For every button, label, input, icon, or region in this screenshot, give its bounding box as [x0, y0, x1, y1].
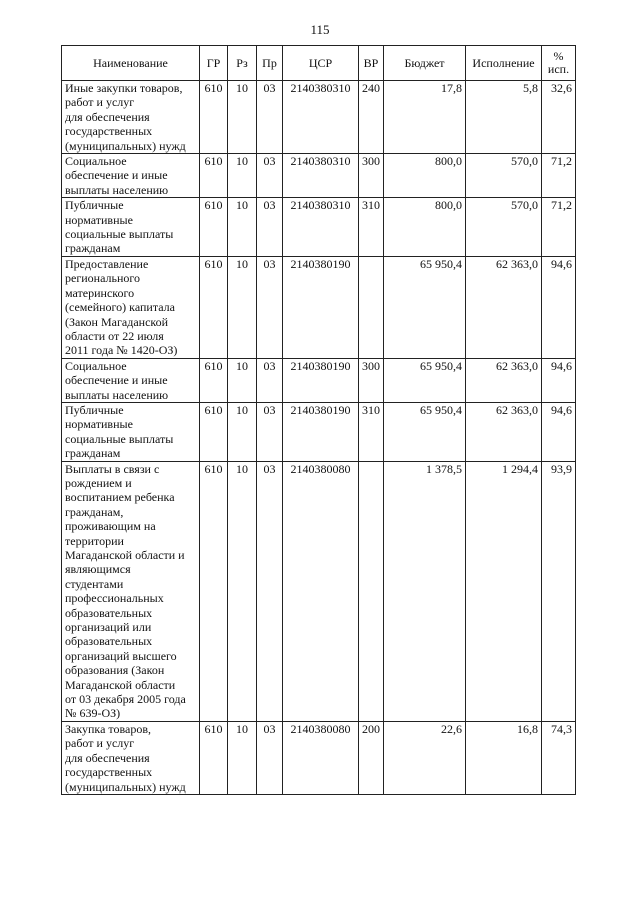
row-budget: 65 950,4 — [384, 402, 466, 461]
row-execution: 62 363,0 — [466, 358, 542, 402]
row-name — [62, 461, 200, 721]
row-name-line: организаций высшего — [65, 648, 177, 663]
row-percent: 94,6 — [542, 256, 576, 358]
header-gr: ГР — [200, 46, 228, 81]
row-name-line: от 03 декабря 2005 года — [65, 692, 186, 707]
row-pr: 03 — [257, 81, 283, 154]
row-rz: 10 — [228, 154, 257, 198]
row-name-line: Публичные — [65, 198, 124, 213]
row-name-line: гражданам, — [65, 504, 124, 519]
row-budget: 65 950,4 — [384, 358, 466, 402]
row-percent: 74,3 — [542, 721, 576, 794]
row-name-line: (муниципальных) нужд — [65, 138, 186, 153]
row-name-line: воспитанием ребенка — [65, 490, 175, 505]
row-vr: 200 — [359, 721, 384, 794]
row-name-line: Социальное — [65, 154, 127, 169]
row-name — [62, 402, 200, 461]
row-name-line: (Закон Магаданской — [65, 314, 169, 329]
row-budget: 800,0 — [384, 154, 466, 198]
header-percent-sign: % — [553, 49, 564, 63]
row-pr: 03 — [257, 402, 283, 461]
row-name — [62, 256, 200, 358]
row-name-line: социальные выплаты — [65, 227, 174, 242]
budget-table — [61, 45, 576, 795]
row-name-line: Выплаты в связи с — [65, 461, 160, 476]
header-vr: ВР — [359, 46, 384, 81]
row-gr: 610 — [200, 461, 228, 721]
row-csr: 2140380080 — [283, 461, 359, 721]
row-name-line: проживающим на — [65, 519, 156, 534]
row-rz: 10 — [228, 198, 257, 257]
row-name-line: организаций или — [65, 620, 152, 635]
row-gr: 610 — [200, 154, 228, 198]
header-pr: Пр — [257, 46, 283, 81]
row-name-line: социальные выплаты — [65, 431, 174, 446]
row-budget: 17,8 — [384, 81, 466, 154]
row-name-line: № 639-ОЗ) — [65, 706, 121, 721]
row-name-line: являющимся — [65, 562, 131, 577]
row-rz: 10 — [228, 81, 257, 154]
row-name-line: государственных — [65, 124, 153, 139]
row-csr: 2140380310 — [283, 198, 359, 257]
row-name-line: (семейного) капитала — [65, 300, 175, 315]
row-execution: 570,0 — [466, 198, 542, 257]
row-rz: 10 — [228, 461, 257, 721]
row-name-line: Магаданской области и — [65, 548, 185, 562]
row-rz: 10 — [228, 256, 257, 358]
row-vr: 310 — [359, 198, 384, 257]
table-row — [62, 81, 576, 154]
row-pr: 03 — [257, 358, 283, 402]
row-pr: 03 — [257, 721, 283, 794]
row-name — [62, 81, 200, 154]
row-name-line: Социальное — [65, 358, 127, 373]
row-budget: 65 950,4 — [384, 256, 466, 358]
row-name-line: гражданам — [65, 241, 121, 256]
row-name-line: (муниципальных) нужд — [65, 779, 186, 794]
row-name-line: Закупка товаров, — [65, 721, 151, 736]
row-name-line: студентами — [65, 576, 124, 591]
row-vr — [359, 256, 384, 358]
row-execution: 1 294,4 — [466, 461, 542, 721]
header-budget: Бюджет — [384, 46, 466, 81]
row-rz: 10 — [228, 402, 257, 461]
header-name: Наименование — [62, 46, 200, 81]
row-name-line: образования (Закон — [65, 663, 165, 678]
header-percent — [542, 46, 576, 81]
row-name-line: образовательных — [65, 634, 153, 649]
row-budget: 1 378,5 — [384, 461, 466, 721]
row-percent: 94,6 — [542, 402, 576, 461]
row-execution: 62 363,0 — [466, 256, 542, 358]
row-gr: 610 — [200, 402, 228, 461]
row-name-line: для обеспечения — [65, 750, 150, 765]
page-number: 115 — [310, 22, 330, 37]
row-name — [62, 721, 200, 794]
row-percent: 71,2 — [542, 198, 576, 257]
row-name-line: обеспечение и иные — [65, 373, 168, 388]
row-name-line: гражданам — [65, 446, 121, 461]
row-percent: 71,2 — [542, 154, 576, 198]
row-percent: 94,6 — [542, 358, 576, 402]
row-name — [62, 198, 200, 257]
row-vr — [359, 461, 384, 721]
row-name-line: государственных — [65, 765, 153, 780]
row-csr: 2140380190 — [283, 256, 359, 358]
table-header-row — [62, 46, 576, 81]
header-execution: Исполнение — [466, 46, 542, 81]
row-name-line: регионального — [65, 271, 141, 286]
table-row — [62, 154, 576, 198]
row-name-line: рождением и — [65, 475, 132, 490]
row-gr: 610 — [200, 256, 228, 358]
header-rz: Рз — [228, 46, 257, 81]
row-gr: 610 — [200, 81, 228, 154]
row-csr: 2140380310 — [283, 154, 359, 198]
row-name-line: для обеспечения — [65, 109, 150, 124]
table-row — [62, 358, 576, 402]
row-csr: 2140380080 — [283, 721, 359, 794]
row-budget: 22,6 — [384, 721, 466, 794]
row-name — [62, 358, 200, 402]
row-name-line: Иные закупки товаров, — [65, 81, 183, 95]
row-csr: 2140380190 — [283, 402, 359, 461]
row-gr: 610 — [200, 358, 228, 402]
table-row — [62, 256, 576, 358]
table-row — [62, 402, 576, 461]
row-execution: 62 363,0 — [466, 402, 542, 461]
row-vr: 310 — [359, 402, 384, 461]
row-name-line: материнского — [65, 285, 135, 300]
row-name-line: профессиональных — [65, 591, 164, 606]
row-percent: 32,6 — [542, 81, 576, 154]
row-pr: 03 — [257, 198, 283, 257]
row-name-line: Предоставление — [65, 256, 149, 271]
row-name-line: выплаты населению — [65, 387, 169, 402]
row-name-line: территории — [65, 533, 124, 548]
row-percent: 93,9 — [542, 461, 576, 721]
row-vr: 300 — [359, 358, 384, 402]
row-pr: 03 — [257, 256, 283, 358]
header-percent-label: исп. — [547, 62, 570, 76]
table-row — [62, 461, 576, 721]
row-execution: 5,8 — [466, 81, 542, 154]
row-name-line: выплаты населению — [65, 182, 169, 197]
table-body — [62, 81, 576, 795]
row-budget: 800,0 — [384, 198, 466, 257]
table-row — [62, 721, 576, 794]
row-name-line: Публичные — [65, 402, 124, 417]
row-name — [62, 154, 200, 198]
row-gr: 610 — [200, 198, 228, 257]
row-name-line: нормативные — [65, 417, 133, 432]
row-rz: 10 — [228, 358, 257, 402]
row-name-line: обеспечение и иные — [65, 168, 168, 183]
row-rz: 10 — [228, 721, 257, 794]
row-execution: 570,0 — [466, 154, 542, 198]
row-gr: 610 — [200, 721, 228, 794]
row-vr: 240 — [359, 81, 384, 154]
row-name-line: 2011 года № 1420-ОЗ) — [65, 343, 178, 358]
row-name-line: работ и услуг — [65, 95, 135, 110]
row-pr: 03 — [257, 154, 283, 198]
row-name-line: работ и услуг — [65, 736, 135, 751]
row-name-line: образовательных — [65, 605, 153, 620]
header-csr: ЦСР — [283, 46, 359, 81]
row-name-line: области от 22 июля — [65, 328, 164, 343]
table-row — [62, 198, 576, 257]
row-name-line: нормативные — [65, 212, 133, 227]
row-vr: 300 — [359, 154, 384, 198]
row-name-line: Магаданской области — [65, 677, 176, 692]
row-csr: 2140380190 — [283, 358, 359, 402]
row-csr: 2140380310 — [283, 81, 359, 154]
row-pr: 03 — [257, 461, 283, 721]
row-execution: 16,8 — [466, 721, 542, 794]
